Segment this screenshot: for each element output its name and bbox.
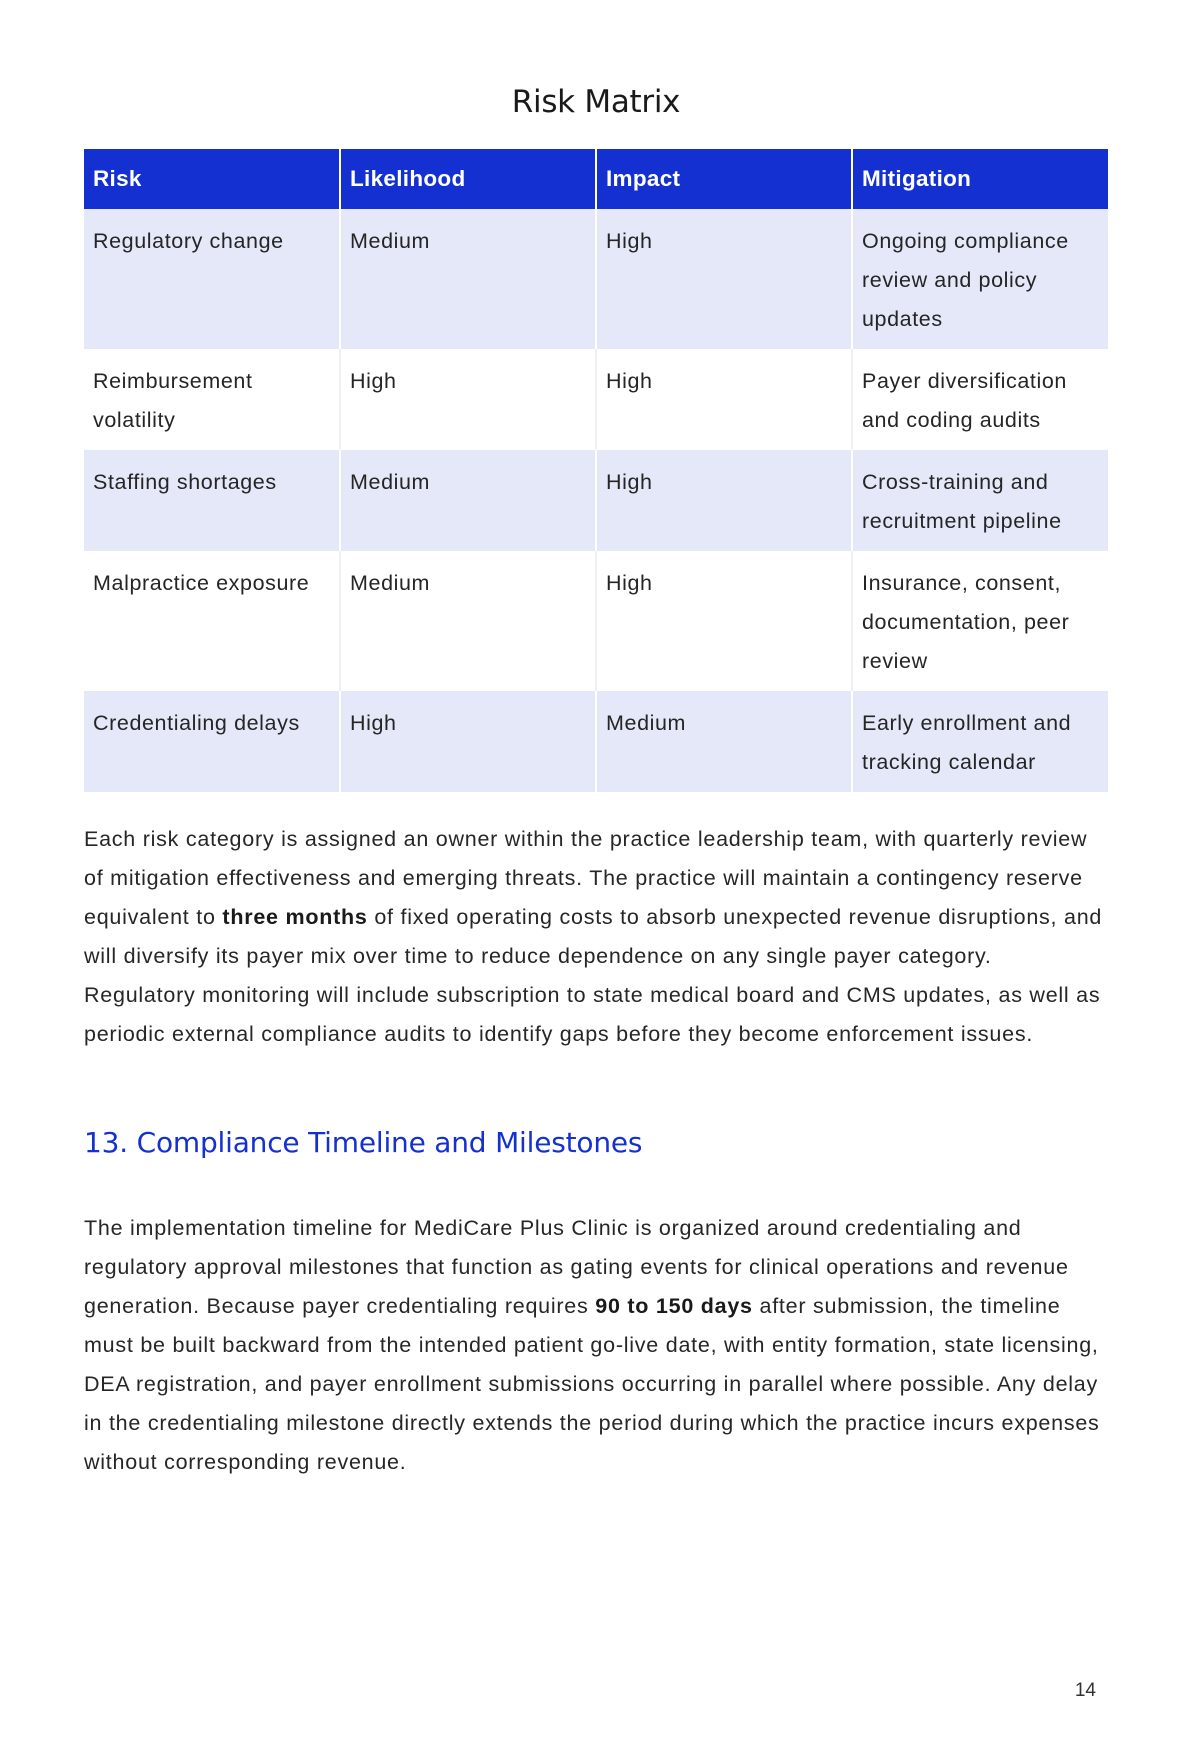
cell-mitigation: Payer diversification and coding audits [852, 349, 1108, 450]
header-mitigation: Mitigation [852, 149, 1108, 209]
cell-impact: Medium [596, 691, 852, 792]
table-row [84, 551, 1108, 691]
document-page [84, 0, 1108, 1754]
cell-risk: Staffing shortages [84, 450, 340, 551]
timeline-paragraph [84, 1209, 1108, 1482]
paragraph-text: Each risk category is assigned an owner within the practice leadership team, with quarterly review of mitigation effectiveness and emerging threats. The practice will maintain a contingency reserve equivalent to [84, 827, 1088, 929]
paragraph-text: The implementation timeline for MediCare Plus Clinic is organized around credentialing and regulatory approval milestones that function as gating events for clinical operations and revenue generation. Because payer credentialing requires [84, 1216, 1069, 1318]
cell-mitigation: Early enrollment and tracking calendar [852, 691, 1108, 792]
paragraph-text: of fixed operating costs to absorb unexpected revenue disruptions, and will diversify its payer mix over time to reduce dependence on any single payer category. Regulatory monitoring will include subscription to state medical board and CMS updates, as well as periodic external compliance audits to identify gaps before they become enforcement issues. [84, 905, 1103, 1046]
cell-risk: Reimbursement volatility [84, 349, 340, 450]
cell-impact: High [596, 551, 852, 691]
cell-risk: Malpractice exposure [84, 551, 340, 691]
cell-impact: High [596, 450, 852, 551]
cell-likelihood: Medium [340, 450, 596, 551]
cell-mitigation: Ongoing compliance review and policy updates [852, 209, 1108, 349]
table-row [84, 209, 1108, 349]
cell-impact: High [596, 349, 852, 450]
cell-likelihood: High [340, 691, 596, 792]
paragraph-text: after submission, the timeline must be built backward from the intended patient go-live date, with entity formation, state licensing, DEA registration, and payer enrollment submissions occurring in parallel where possible. Any delay in the credentialing milestone directly extends the period during which the practice incurs expenses without corresponding revenue. [84, 1294, 1100, 1474]
cell-risk: Credentialing delays [84, 691, 340, 792]
table-row [84, 349, 1108, 450]
table-row [84, 691, 1108, 792]
table-header-row [84, 149, 1108, 209]
cell-risk: Regulatory change [84, 209, 340, 349]
emphasis-text: 90 to 150 days [595, 1294, 753, 1318]
header-likelihood: Likelihood [340, 149, 596, 209]
cell-impact: High [596, 209, 852, 349]
risk-summary-paragraph [84, 820, 1108, 1054]
cell-mitigation: Insurance, consent, documentation, peer review [852, 551, 1108, 691]
table-row [84, 450, 1108, 551]
risk-matrix-table [84, 149, 1108, 792]
page-number: 14 [1074, 1680, 1096, 1701]
header-risk: Risk [84, 149, 340, 209]
cell-likelihood: High [340, 349, 596, 450]
emphasis-text: three months [222, 905, 368, 929]
cell-likelihood: Medium [340, 551, 596, 691]
header-impact: Impact [596, 149, 852, 209]
section-heading: 13. Compliance Timeline and Milestones [84, 1126, 643, 1159]
cell-mitigation: Cross-training and recruitment pipeline [852, 450, 1108, 551]
table-title: Risk Matrix [511, 84, 681, 120]
cell-likelihood: Medium [340, 209, 596, 349]
